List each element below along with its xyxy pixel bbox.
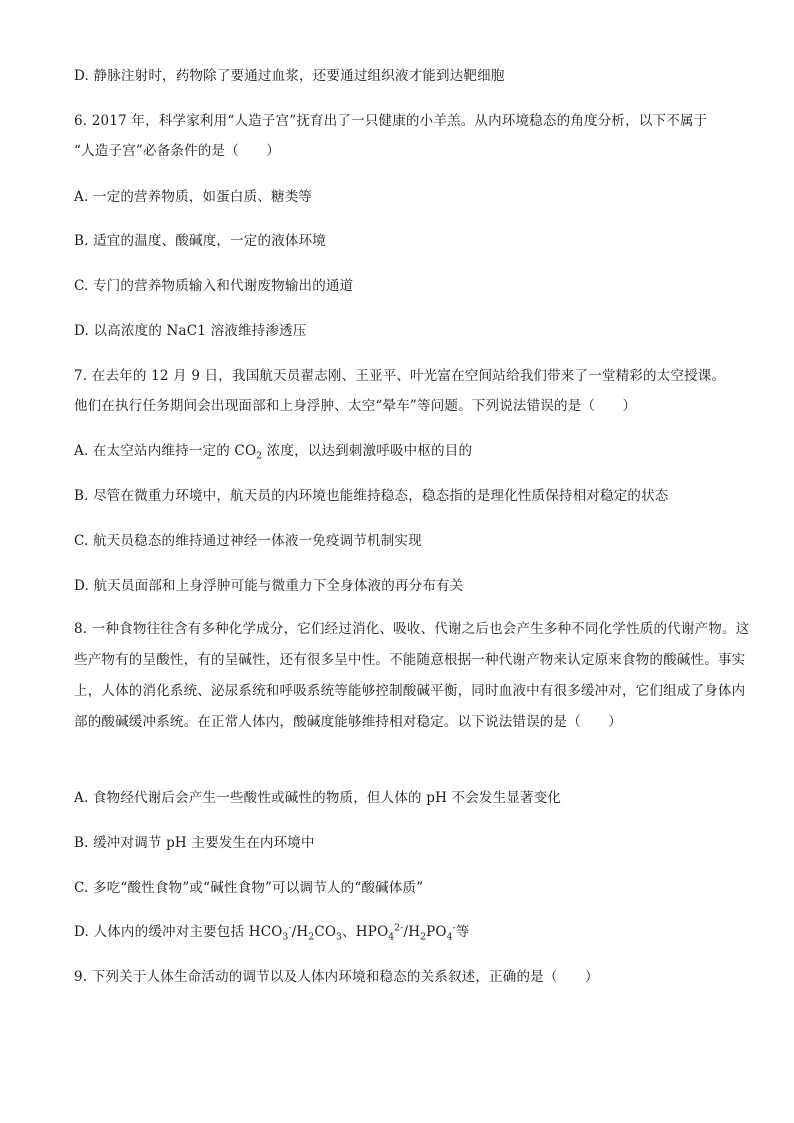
- q8-stem: 8. 一种食物往往含有多种化学成分，它们经过消化、吸收、代谢之后也会产生多种不同化学性质的代谢产物。这些产物有的呈酸性，有的呈碱性，还有很多呈中性。不能随意根据一种代谢产物来认定原来食物的酸碱性。事实上，人体的消化系统、泌尿系统和呼吸系统等能够控制酸碱平衡，同时血液中有很多缓冲对，它们组成了身体内部的酸碱缓冲系统。在正常人体内，酸碱度能够维持相对稳定。以下说法错误的是（ ）: [74, 621, 750, 730]
- q6-stem-line-1: 6. 2017 年，科学家利用“人造子宫”抚育出了一只健康的小羊羔。从内环境稳态的角度分析，以下不属于: [74, 113, 708, 129]
- q7-stem-line-2: 他们在执行任务期间会出现面部和上身浮肿、太空“晕车”等问题。下列说法错误的是（ ）: [74, 398, 637, 414]
- q6-option-b: B. 适宜的温度、酸碱度，一定的液体环境: [74, 233, 327, 249]
- q7-option-a: [74, 441, 754, 461]
- q8-option-d-sub-3: 3: [336, 932, 343, 943]
- q8-option-d-mid-2: CO: [314, 924, 337, 940]
- q8-option-d-sup-3: -: [452, 923, 456, 934]
- q8-option-d-sub-5: 2: [420, 932, 427, 943]
- q8-option-d-sub-6: 4: [446, 932, 453, 943]
- q7-option-d: D. 航天员面部和上身浮肿可能与微重力下全身体液的再分布有关: [74, 578, 464, 594]
- q6-option-a: A. 一定的营养物质，如蛋白质、糖类等: [74, 189, 313, 205]
- q8-option-d-mid-1: /H: [291, 924, 309, 940]
- q7-option-a-text-post: 浓度，以达到刺激呼吸中枢的目的: [262, 443, 473, 459]
- q8-option-d-sup-2: 2-: [394, 923, 404, 934]
- q8-option-d-sup-1: -: [288, 923, 292, 934]
- q8-option-d-mid-3: 、HPO: [342, 924, 389, 940]
- q8-option-d-text-post: 等: [455, 924, 470, 940]
- q8-option-d: [74, 922, 754, 942]
- q6-option-d: D. 以高浓度的 NaC1 溶液维持渗透压: [74, 323, 307, 339]
- q8-option-d-mid-5: PO: [426, 924, 447, 940]
- q9-stem: 9. 下列关于人体生命活动的调节以及人体内环境和稳态的关系叙述，正确的是（ ）: [74, 969, 599, 985]
- q8-option-a: A. 食物经代谢后会产生一些酸性或碱性的物质，但人体的 pH 不会发生显著变化: [74, 790, 562, 806]
- q7-option-a-text-pre: A. 在太空站内维持一定的 CO: [74, 443, 257, 459]
- q8-option-d-sub-4: 4: [388, 932, 395, 943]
- q5-option-d: D. 静脉注射时，药物除了要通过血浆，还要通过组织液才能到达靶细胞: [74, 68, 505, 84]
- q8-option-c: C. 多吃“酸性食物”或“碱性食物”可以调节人的“酸碱体质”: [74, 880, 424, 896]
- q8-option-d-sub-1: 3: [282, 932, 289, 943]
- q6-stem-line-2: “人造子宫”必备条件的是（ ）: [74, 143, 281, 159]
- q6-option-c: C. 专门的营养物质输入和代谢废物输出的通道: [74, 278, 354, 294]
- q8-option-d-mid-4: /H: [403, 924, 421, 940]
- q7-option-c: C. 航天员稳态的维持通过神经一体液一免疫调节机制实现: [74, 533, 422, 549]
- q7-option-a-subscript: 2: [256, 451, 263, 462]
- q7-option-b: B. 尽管在微重力环境中，航天员的内环境也能维持稳态，稳态指的是理化性质保持相对稳定的状态: [74, 488, 669, 504]
- q8-option-b: B. 缓冲对调节 pH 主要发生在内环境中: [74, 835, 315, 851]
- q8-option-d-text-pre: D. 人体内的缓冲对主要包括 HCO: [74, 924, 283, 940]
- q8-option-d-sub-2: 2: [308, 932, 315, 943]
- q7-stem-line-1: 7. 在去年的 12 月 9 日，我国航天员翟志刚、王亚平、叶光富在空间站给我们带来了一堂精彩的太空授课。: [74, 368, 726, 384]
